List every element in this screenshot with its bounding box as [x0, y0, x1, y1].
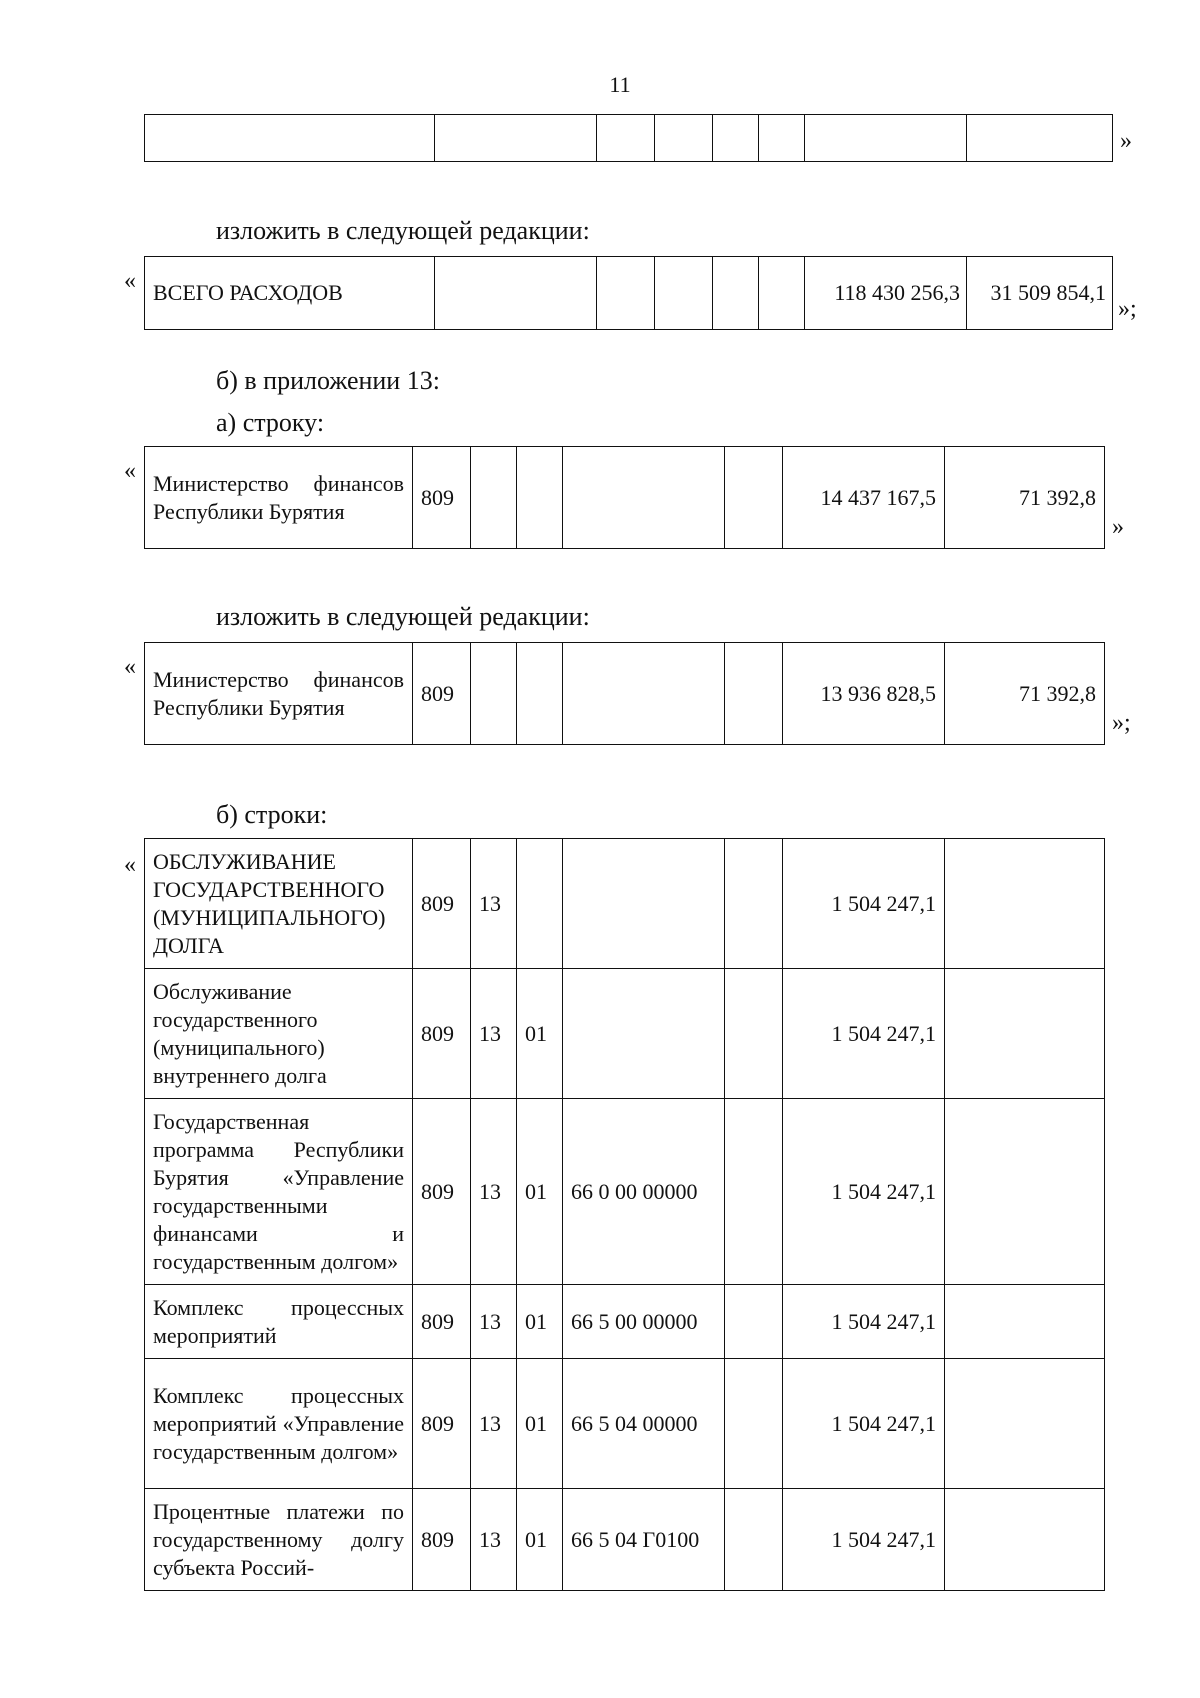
row-vr	[725, 1359, 783, 1489]
row-target	[563, 839, 725, 969]
opening-quote: «	[124, 268, 136, 294]
page-number: 11	[609, 72, 631, 97]
row-code: 809	[413, 969, 471, 1099]
row-vr	[725, 839, 783, 969]
cell	[471, 447, 517, 549]
table-row	[145, 1359, 1105, 1489]
row-value-2	[945, 969, 1105, 1099]
row-value-1: 1 504 247,1	[783, 1099, 945, 1285]
cell	[725, 447, 783, 549]
opening-quote: «	[124, 852, 136, 878]
cell	[517, 447, 563, 549]
total-value-2: 31 509 854,1	[967, 257, 1113, 330]
row-name: ОБСЛУЖИВАНИЕ ГОСУДАРСТВЕННОГО (МУНИЦИПАЛЬНОГО) ДОЛГА	[145, 839, 413, 969]
row-name: Обслуживание государственного (муниципального) внутреннего долга	[145, 969, 413, 1099]
row-value-1: 1 504 247,1	[783, 969, 945, 1099]
debt-rows-table	[144, 838, 1105, 1591]
cell	[563, 643, 725, 745]
row-value-1: 1 504 247,1	[783, 1489, 945, 1591]
cell	[597, 257, 655, 330]
row-section: 13	[471, 1099, 517, 1285]
closing-quote-semicolon: »;	[1112, 710, 1131, 736]
cell	[145, 115, 435, 162]
row-value-2	[945, 1489, 1105, 1591]
table-row	[145, 1285, 1105, 1359]
closing-quote: »	[1120, 128, 1132, 154]
row-code: 809	[413, 1489, 471, 1591]
ministry-name: Министерство финансов Республики Бурятия	[145, 447, 413, 549]
row-subsection: 01	[517, 1359, 563, 1489]
row-code: 809	[413, 1285, 471, 1359]
row-value-1: 1 504 247,1	[783, 1285, 945, 1359]
row-subsection: 01	[517, 969, 563, 1099]
row-value-1: 1 504 247,1	[783, 1359, 945, 1489]
cell	[517, 643, 563, 745]
row-vr	[725, 1099, 783, 1285]
row-target: 66 5 04 00000	[563, 1359, 725, 1489]
row-name: Государственная программа Республики Бурятия «Управление государственными финансами и государственным долгом»	[145, 1099, 413, 1285]
row-code: 809	[413, 839, 471, 969]
row-value-2	[945, 1285, 1105, 1359]
ministry-value-2: 71 392,8	[945, 447, 1105, 549]
row-name: Процентные платежи по государственному долгу субъекта Россий-	[145, 1489, 413, 1591]
cell	[805, 115, 967, 162]
table-row	[145, 1099, 1105, 1285]
ministry-code: 809	[413, 447, 471, 549]
total-table	[144, 256, 1113, 330]
row-vr	[725, 969, 783, 1099]
ministry-value-2: 71 392,8	[945, 643, 1105, 745]
cell	[655, 115, 713, 162]
ministry-old-table	[144, 446, 1105, 549]
row-vr	[725, 1489, 783, 1591]
cell	[725, 643, 783, 745]
row-code: 809	[413, 1099, 471, 1285]
cell	[967, 115, 1113, 162]
paragraph-replace-2: изложить в следующей редакции:	[216, 602, 590, 631]
row-target: 66 0 00 00000	[563, 1099, 725, 1285]
cell	[713, 115, 759, 162]
cell	[597, 115, 655, 162]
paragraph-b-rows: б) строки:	[216, 800, 328, 829]
cell	[435, 115, 597, 162]
row-subsection	[517, 839, 563, 969]
row-subsection: 01	[517, 1285, 563, 1359]
row-value-2	[945, 1099, 1105, 1285]
row-target	[563, 969, 725, 1099]
cell	[713, 257, 759, 330]
ministry-new-table	[144, 642, 1105, 745]
row-vr	[725, 1285, 783, 1359]
table-row	[145, 839, 1105, 969]
cell	[655, 257, 713, 330]
row-subsection: 01	[517, 1489, 563, 1591]
opening-quote: «	[124, 458, 136, 484]
cell	[563, 447, 725, 549]
row-name: Комплекс процессных мероприятий «Управление государственным долгом»	[145, 1359, 413, 1489]
opening-quote: «	[124, 654, 136, 680]
row-subsection: 01	[517, 1099, 563, 1285]
ministry-value-1: 13 936 828,5	[783, 643, 945, 745]
row-value-2	[945, 1359, 1105, 1489]
row-target: 66 5 04 Г0100	[563, 1489, 725, 1591]
row-value-2	[945, 839, 1105, 969]
cell	[759, 115, 805, 162]
total-value-1: 118 430 256,3	[805, 257, 967, 330]
closing-quote-semicolon: »;	[1118, 296, 1137, 322]
table-row	[145, 969, 1105, 1099]
row-section: 13	[471, 1489, 517, 1591]
ministry-value-1: 14 437 167,5	[783, 447, 945, 549]
row-value-1: 1 504 247,1	[783, 839, 945, 969]
cell	[759, 257, 805, 330]
paragraph-appendix-13: б) в приложении 13:	[216, 366, 440, 395]
paragraph-a-row: а) строку:	[216, 408, 325, 437]
empty-table-row	[144, 114, 1113, 162]
cell	[435, 257, 597, 330]
row-section: 13	[471, 1359, 517, 1489]
table-row	[145, 1489, 1105, 1591]
row-section: 13	[471, 969, 517, 1099]
row-section: 13	[471, 1285, 517, 1359]
row-section: 13	[471, 839, 517, 969]
ministry-code: 809	[413, 643, 471, 745]
ministry-name: Министерство финансов Республики Бурятия	[145, 643, 413, 745]
row-name: Комплекс процессных мероприятий	[145, 1285, 413, 1359]
closing-quote: »	[1112, 514, 1124, 540]
row-code: 809	[413, 1359, 471, 1489]
cell	[471, 643, 517, 745]
paragraph-replace-1: изложить в следующей редакции:	[216, 216, 590, 245]
total-label: ВСЕГО РАСХОДОВ	[145, 257, 435, 330]
row-target: 66 5 00 00000	[563, 1285, 725, 1359]
